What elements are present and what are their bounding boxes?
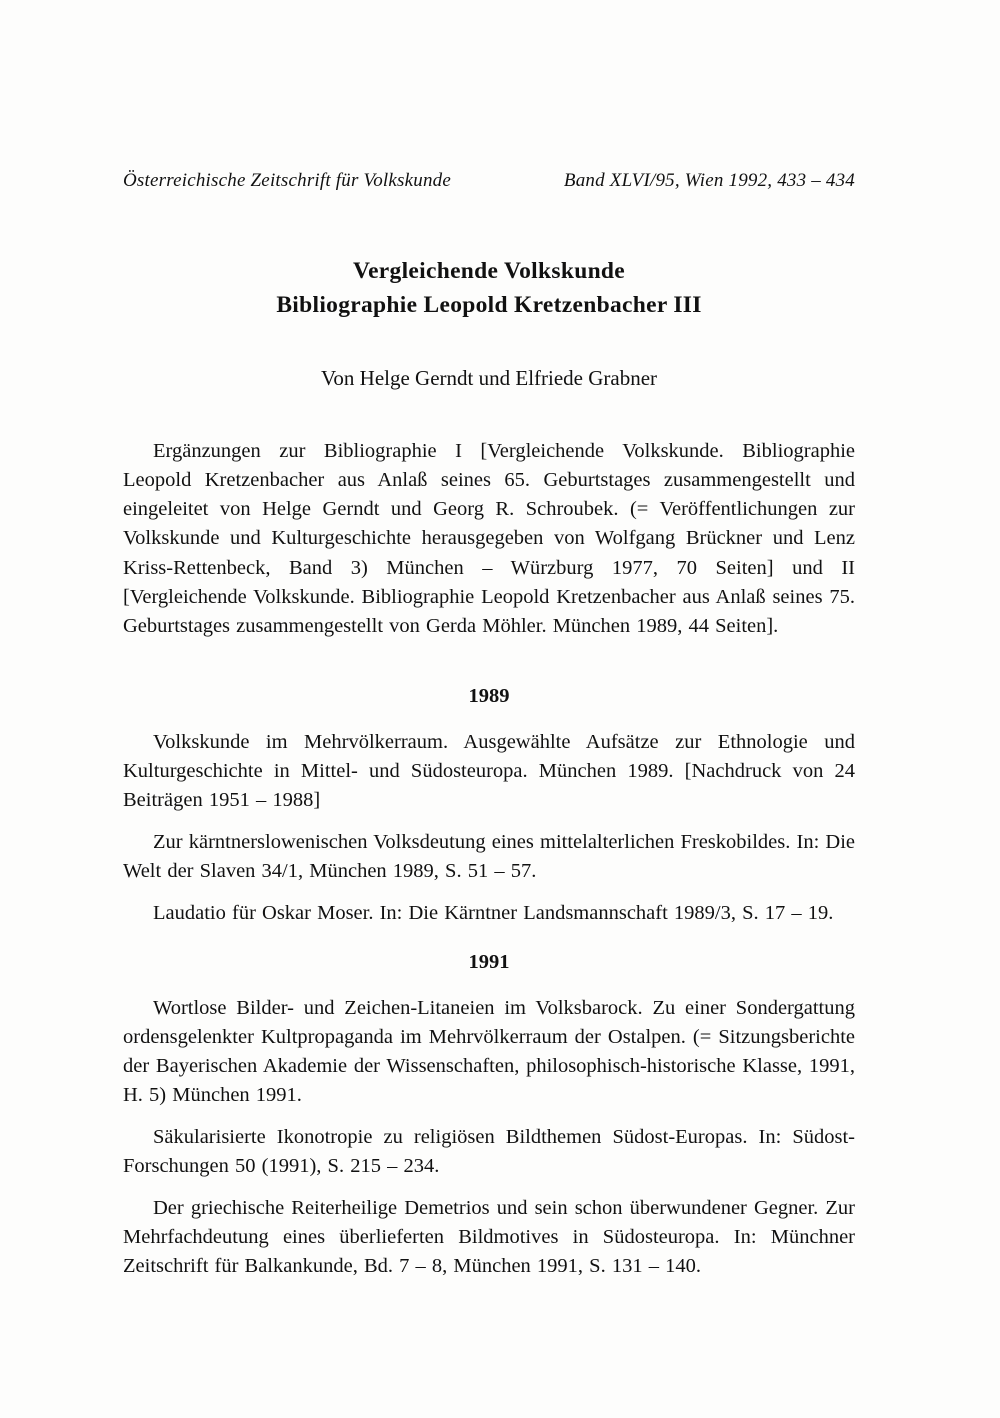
bibliography-entry: Säkularisierte Ikonotropie zu religiösen Bildthemen Südost-Europas. In: Südost-Forschungen 50 (1991), S. 215 – 234. [123,1125,855,1178]
article-title [123,254,855,322]
article-title-line2: Bibliographie Leopold Kretzenbacher III [276,292,702,319]
byline: Von Helge Gerndt und Elfriede Grabner [320,366,658,391]
bibliography-entry: Volkskunde im Mehrvölkerraum. Ausgewählte Aufsätze zur Ethnologie und Kulturgeschichte in Mittel- und Südosteuropa. München 1989. [Nachdruck von 24 Beiträgen 1951 – 1988] [123,730,855,812]
page-content [123,170,855,1295]
year-heading-1989: 1989 [468,684,510,707]
journal-name: Österreichische Zeitschrift für Volkskunde [123,170,452,191]
bibliography-entry: Laudatio für Oskar Moser. In: Die Kärntner Landsmannschaft 1989/3, S. 17 – 19. [153,902,834,925]
bibliography-entry: Der griechische Reiterheilige Demetrios und sein schon überwundener Gegner. Zur Mehrfachdeutung eines überlieferten Bildmotives in Südosteuropa. In: Münchner Zeitschrift für Balkankunde, Bd. 7 – 8, München 1991, S. 131 – 140. [123,1197,855,1278]
section-1989 [123,685,855,929]
year-heading-1991: 1991 [468,950,510,973]
intro-paragraph: Ergänzungen zur Bibliographie I [Vergleichende Volkskunde. Bibliographie Leopold Kretzenbacher aus Anlaß seines 65. Geburtstages zusammengestellt und eingeleitet von Helge Gerndt und Georg R. Schroubek. (= Veröffentlichungen zur Volkskunde und Kulturgeschichte herausgegeben von Wolfgang Brückner und Lenz Kriss-Rettenbeck, Band 3) München – Würzburg 1977, 70 Seiten] und II [Vergleichende Volkskunde. Bibliographie Leopold Kretzenbacher aus Anlaß seines 75. Geburtstages zusammengestellt von Gerda Möhler. München 1989, 44 Seiten]. [123,440,855,637]
issue-info: Band XLVI/95, Wien 1992, 433 – 434 [563,170,855,191]
running-head [123,170,855,192]
bibliography-entry: Zur kärntnerslowenischen Volksdeutung eines mittelalterlichen Freskobildes. In: Die Welt der Slaven 34/1, München 1989, S. 51 – 57. [123,831,855,883]
article-title-line1: Vergleichende Volkskunde [352,258,626,284]
section-1991 [123,951,855,1282]
bibliography-entry: Wortlose Bilder- und Zeichen-Litaneien im Volksbarock. Zu einer Sondergattung ordensgelenkter Kultpropaganda im Mehrvölkerraum der Ostalpen. (= Sitzungsberichte der Bayerischen Akademie der Wissenschaften, philosophisch-historische Klasse, 1991, H. 5) München 1991. [123,996,855,1106]
